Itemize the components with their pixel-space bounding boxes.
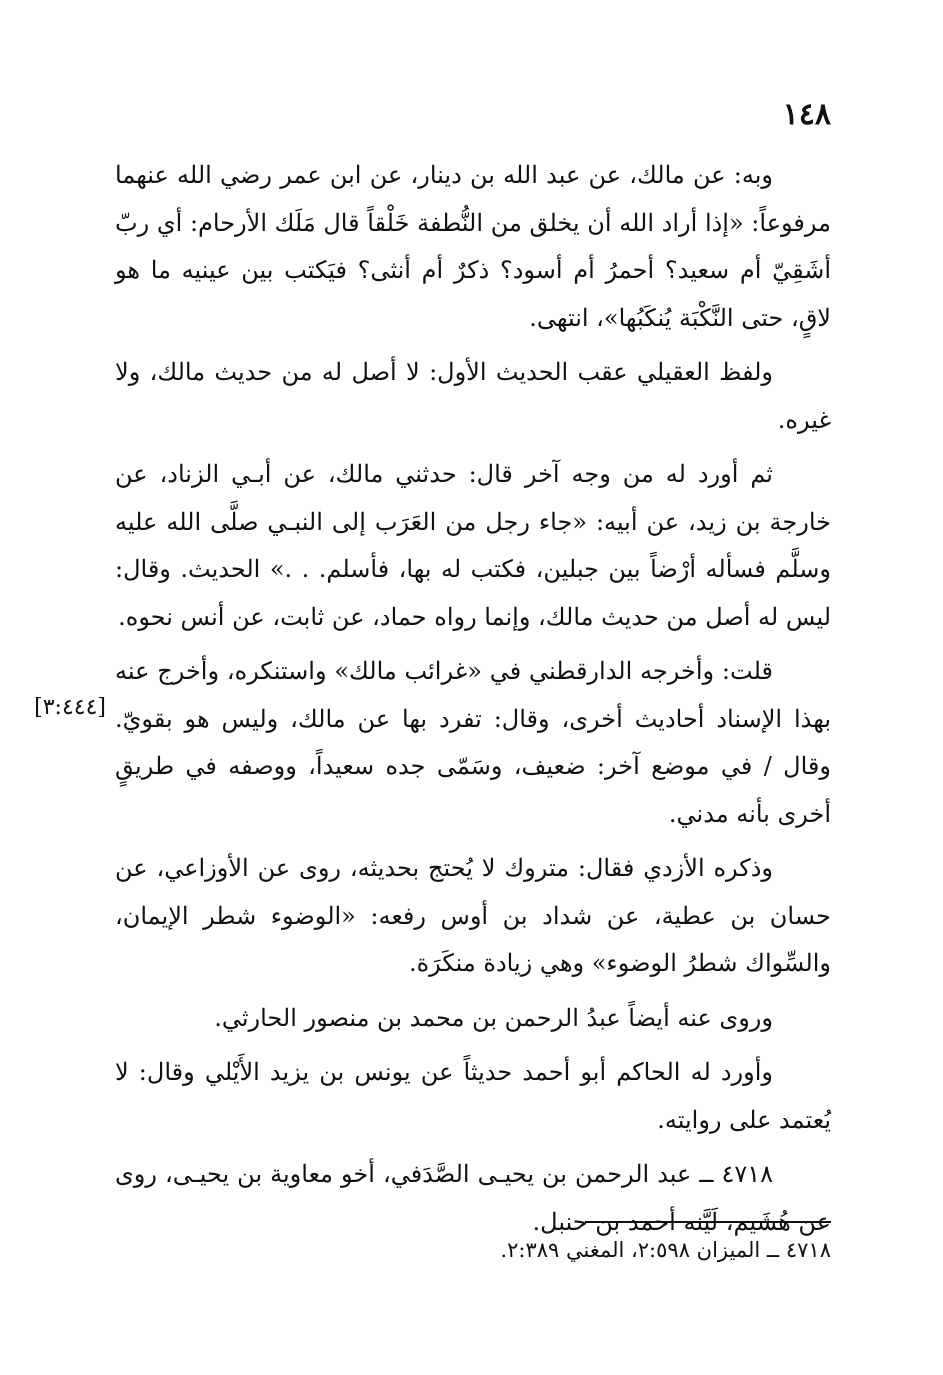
paragraph-hakim: وأورد له الحاكم أبو أحمد حديثاً عن يونس بن يزيد الأَيْلي وقال: لا يُعتمد على روايته. — [115, 1058, 831, 1134]
main-text — [115, 152, 831, 1253]
paragraph-daraqutni: قلت: وأخرجه الدارقطني في «غرائب مالك» واستنكره، وأخرج عنه بهذا الإسناد أحاديث أخرى، وقال: تفرد بها عن مالك، وليس هو بقويّ. وقال / في موضع آخر: ضعيف، وسَمّى جده سعيداً، ووصفه في طريقٍ أخرى بأنه مدني. — [115, 657, 831, 828]
paragraph-entry-4718: ٤٧١٨ ــ عبد الرحمن بن يحيـى الصَّدَفي، أخو معاوية بن يحيـى، روى عن هُشَيم، لَيَّنه أحمد بن حنبل. — [115, 1160, 831, 1236]
page-number: ١٤٨ — [782, 97, 831, 132]
footnote-divider — [585, 1221, 831, 1223]
paragraph-harithi: وروى عنه أيضاً عبدُ الرحمن بن محمد بن منصور الحارثي. — [214, 1003, 773, 1032]
margin-volume-page-reference: [٣:٤٤٤] — [34, 695, 106, 720]
footnote: ٤٧١٨ ــ الميزان ٢:٥٩٨، المغني ٢:٣٨٩. — [500, 1238, 831, 1262]
paragraph-azdi: وذكره الأزدي فقال: متروك لا يُحتج بحديثه، روى عن الأوزاعي، عن حسان بن عطية، عن شداد بن أوس رفعه: «الوضوء شطر الإيمان، والسِّواك شطرُ الوضوء» وهي زيادة منكَرَة. — [115, 854, 831, 977]
paragraph-malik-narration: وبه: عن مالك، عن عبد الله بن دينار، عن ابن عمر رضي الله عنهما مرفوعاً: «إذا أراد الله أن يخلق من النُّطفة خَلْقاً قال مَلَك الأرحام: أي ربّ أشَقِيّ أم سعيد؟ أحمرُ أم أسود؟ ذكرٌ أم أنثى؟ فيَكتب بين عينيه ما هو لاقٍ، حتى النَّكْبَة يُنكَبُها»، انتهى. — [115, 161, 831, 332]
paragraph-other-route: ثم أورد له من وجه آخر قال: حدثني مالك، عن أبـي الزناد، عن خارجة بن زيد، عن أبيه: «جاء رجل من العَرَب إلى النبـي صلَّى الله عليه وسلَّم فسأله أرْضاً بين جبلين، فكتب له بها، فأسلم. . .» الحديث. وقال: ليس له أصل من حديث مالك، وإنما رواه حماد، عن ثابت، عن أنس نحوه. — [115, 460, 831, 631]
paragraph-uqayli-wording: ولفظ العقيلي عقب الحديث الأول: لا أصل له من حديث مالك، ولا غيره. — [115, 358, 831, 434]
